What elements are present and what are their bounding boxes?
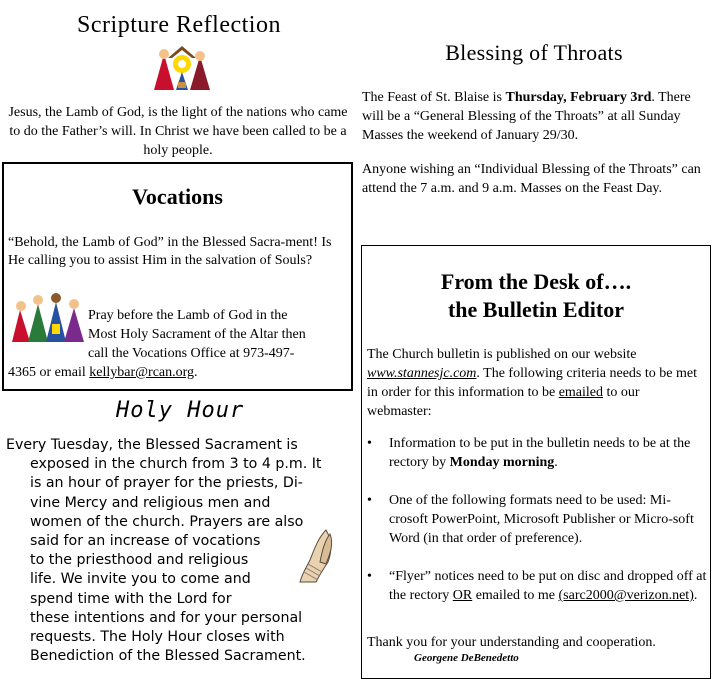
item-text: Information to be put in the bulletin needs to be at the rectory by <box>389 436 691 470</box>
vocations-line: 4365 or email <box>8 365 90 380</box>
vocations-paragraph: “Behold, the Lamb of God” in the Blessed Sacra-ment! Is He calling you to assist Him in the salvation of Souls? <box>8 235 332 268</box>
praying-hands-icon <box>296 528 344 584</box>
nativity-scene-icon <box>150 44 214 92</box>
blessing-text: . There will be a “General Blessing of the Throats” at all Sunday Masses the weekend of January 29/30. <box>362 90 691 143</box>
holy-hour-line: Benediction of the Blessed Sacrament. <box>30 648 306 665</box>
list-item <box>367 567 707 605</box>
editor-signature: Georgene DeBenedetto <box>414 652 519 664</box>
blessing-paragraph-2: Anyone wishing an “Individual Blessing of the Throats” can attend the 7 a.m. and 9 a.m. Masses on the Feast Day. <box>362 162 701 196</box>
item-text: . <box>554 455 558 470</box>
deadline-text: Monday morning <box>449 455 555 470</box>
feast-date: Thursday, February 3rd <box>505 90 652 105</box>
item-text: . <box>693 588 698 603</box>
holy-hour-title: Holy Hour <box>116 398 245 423</box>
list-item <box>367 434 707 472</box>
holy-hour-line: spend time with the Lord for <box>30 590 232 607</box>
vocations-title: Vocations <box>132 184 223 209</box>
vocations-line-end: . <box>194 365 198 380</box>
bulletin-editor-title-line: From the Desk of…. <box>440 269 632 294</box>
blessing-text: The Feast of St. Blaise is <box>362 90 506 105</box>
scripture-reflection-text: Jesus, the Lamb of God, is the light of the nations who came to do the Father’s will. In Christ we have been called to be a holy people. <box>8 105 348 158</box>
holy-hour-line: said for an increase of vocations <box>30 533 261 550</box>
bullet-icon: • <box>367 493 372 508</box>
holy-hour-line: women of the church. Prayers are also <box>30 513 304 530</box>
intro-text: to our webmaster: <box>367 385 640 419</box>
holy-hour-line: exposed in the church from 3 to 4 p.m. It <box>30 456 322 473</box>
holy-hour-line: to the priesthood and religious <box>30 552 249 569</box>
vocations-call-to-action <box>8 306 348 382</box>
bullet-icon: • <box>367 569 372 584</box>
blessing-paragraph-1 <box>362 88 712 145</box>
holy-hour-text <box>6 436 338 666</box>
bulletin-editor-title-line: the Bulletin Editor <box>447 297 624 322</box>
vocations-email-link[interactable]: kellybar@rcan.org <box>89 365 195 380</box>
list-item <box>367 491 707 548</box>
item-text: emailed to me <box>472 588 559 603</box>
holy-hour-line: Every Tuesday, the Blessed Sacrament is <box>6 437 298 453</box>
holy-hour-line: life. We invite you to come and <box>30 571 251 588</box>
website-link[interactable]: www.stannesjc.com <box>367 366 477 381</box>
thanks-text: Thank you for your understanding and cooperation. <box>367 635 656 650</box>
blessing-of-throats-title: Blessing of Throats <box>445 40 623 65</box>
bulletin-editor-title <box>361 268 711 324</box>
vocations-line: call the Vocations Office at 973-497- <box>88 346 295 361</box>
bullet-icon: • <box>367 436 372 451</box>
item-text: One of the following formats need to be used: Mi-crosoft PowerPoint, Microsoft Publisher or Micro-soft Word (in that order of preference). <box>389 493 694 546</box>
intro-text: The Church bulletin is published on our website <box>367 347 637 362</box>
holy-hour-line: requests. The Holy Hour closes with <box>30 629 285 646</box>
vocations-line: Pray before the Lamb of God in the <box>88 308 288 323</box>
vocations-line: Most Holy Sacrament of the Altar then <box>88 327 306 342</box>
editor-email-link[interactable]: (sarc2000@verizon.net) <box>558 588 694 603</box>
holy-hour-line: vine Mercy and religious men and <box>30 494 271 511</box>
item-text: “Flyer” notices need to be put on disc and dropped off at the rectory <box>389 569 707 603</box>
criteria-list <box>367 434 707 624</box>
emailed-text: emailed <box>558 385 603 400</box>
holy-hour-line: is an hour of prayer for the priests, Di- <box>30 475 303 492</box>
or-text: OR <box>452 588 473 603</box>
scripture-reflection-title: Scripture Reflection <box>77 12 281 38</box>
holy-hour-line: these intentions and for your personal <box>30 609 303 626</box>
intro-text: . The following criteria needs to be met in order for this information to be <box>367 366 697 400</box>
bulletin-editor-intro <box>367 345 707 421</box>
